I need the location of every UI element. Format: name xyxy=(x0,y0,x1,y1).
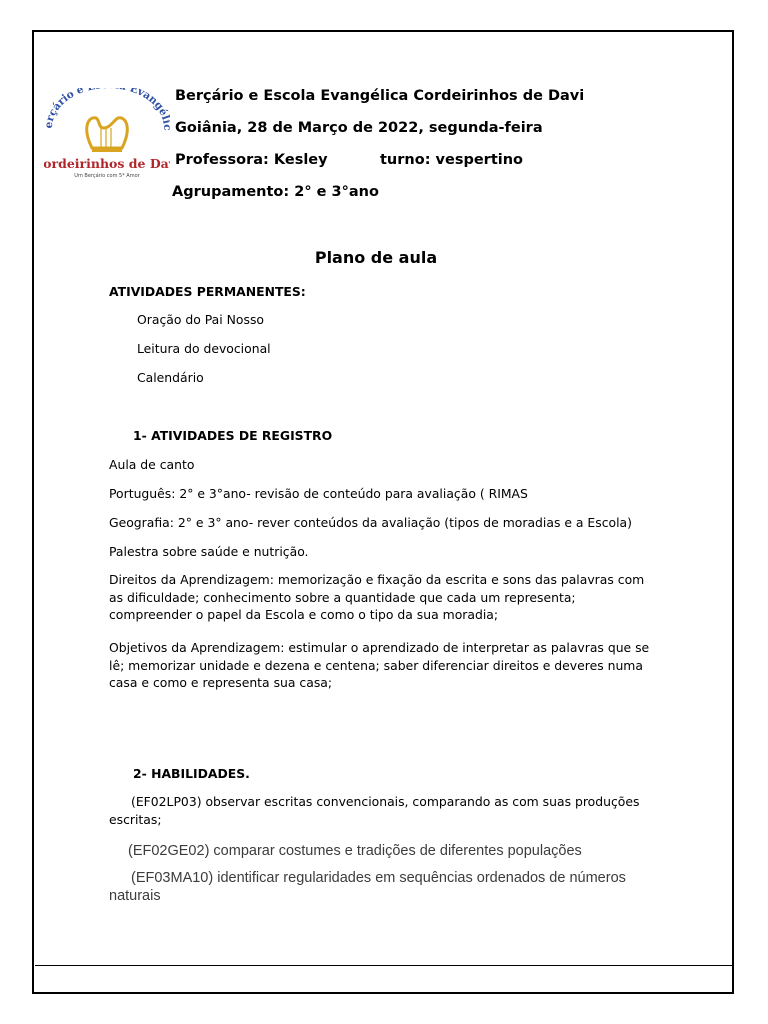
learning-objectives: Objetivos da Aprendizagem: estimular o aprendizado de interpretar as palavras que se lê; memorizar unidade e dezena e centena; saber diferenciar direitos e deveres numa casa e como e representa sua casa; xyxy=(109,640,650,690)
page-border-inner-line xyxy=(35,965,732,966)
logo-name: ordeirinhos de Da xyxy=(44,156,169,171)
skill-item: (EF02GE02) comparar costumes e tradições de diferentes populações xyxy=(128,843,582,859)
logo-tagline: Um Berçário com 5* Amor xyxy=(74,173,140,179)
shift-line: turno: vespertino xyxy=(380,152,524,168)
school-logo xyxy=(44,88,170,182)
section2-heading: 2- HABILIDADES. xyxy=(133,766,250,781)
permanent-heading: ATIVIDADES PERMANENTES: xyxy=(109,284,306,299)
learning-rights: Direitos da Aprendizagem: memorização e fixação da escrita e sons das palavras com as dificuldade; conhecimento sobre a quantidade que cada um representa; compreender o papel da Escola e como o tipo da sua moradia; xyxy=(109,572,645,622)
list-item: Calendário xyxy=(137,370,204,385)
lyre-icon xyxy=(87,118,127,152)
group-line: Agrupamento: 2° e 3°ano xyxy=(172,184,379,200)
section1-line: Geografia: 2° e 3° ano- rever conteúdos da avaliação (tipos de moradias e a Escola) xyxy=(109,515,632,530)
skill-item: (EF03MA10) identificar regularidades em sequências ordenados de números naturais xyxy=(109,870,626,904)
section1-heading: 1- ATIVIDADES DE REGISTRO xyxy=(133,428,333,443)
school-name: Berçário e Escola Evangélica Cordeirinhos de Davi xyxy=(175,88,585,104)
list-item: Oração do Pai Nosso xyxy=(137,312,264,327)
skill-item: (EF02LP03) observar escritas convencionais, comparando as com suas produções escritas; xyxy=(109,794,640,827)
logo-arc-text: erçário e Evangé xyxy=(44,88,170,129)
teacher-line: Professora: Kesley xyxy=(175,152,328,168)
section1-line: Palestra sobre saúde e nutrição. xyxy=(109,544,309,559)
section1-line: Aula de canto xyxy=(109,457,195,472)
date-line: Goiânia, 28 de Março de 2022, segunda-feira xyxy=(175,120,543,136)
list-item: Leitura do devocional xyxy=(137,341,271,356)
section1-line: Português: 2° e 3°ano- revisão de conteúdo para avaliação ( RIMAS xyxy=(109,486,528,501)
page-title: Plano de aula xyxy=(314,248,438,267)
